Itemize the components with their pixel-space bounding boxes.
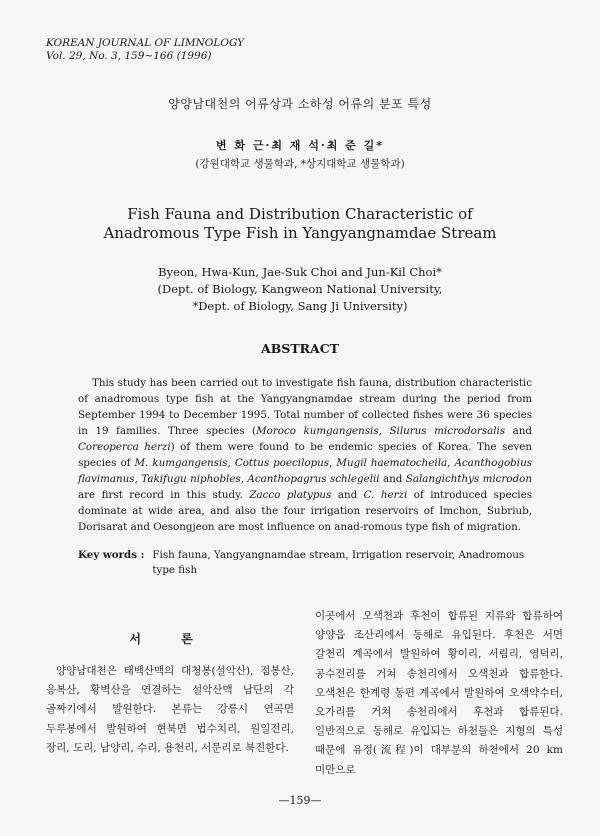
journal-header <box>46 37 244 63</box>
journal-volume: Vol. 29, No. 3, 159~166 (1996) <box>46 50 212 62</box>
korean-title: 양양남대천의 어류상과 소하성 어류의 분포 특성 <box>168 97 432 111</box>
species-name: Zacco platypus <box>249 489 332 501</box>
species-name: Salangichthys microdon <box>405 473 532 485</box>
keywords-label: Key words : <box>78 549 145 561</box>
journal-name: KOREAN JOURNAL OF LIMNOLOGY <box>46 37 245 49</box>
english-authors-block <box>0 264 600 315</box>
species-name: Mugil haematocheila <box>336 457 448 469</box>
keywords-text: Fish fauna, Yangyangnamdae stream, Irrigation reservoir, Anadromous type fish <box>152 549 525 576</box>
page-number: —159— <box>278 794 322 807</box>
korean-affiliation: (강원대학교 생물학과, *상지대학교 생물학과) <box>195 158 405 170</box>
species-name: Silurus microdorsalis <box>389 425 506 437</box>
english-authors: Byeon, Hwa-Kun, Jae-Suk Choi and Jun-Kil Choi* <box>158 265 442 279</box>
english-affiliation-1: (Dept. of Biology, Kangweon National University, <box>157 282 443 296</box>
section-heading-introduction: 서 론 <box>129 632 211 646</box>
korean-authors: 변 화 근·최 재 석·최 준 길* <box>215 139 385 152</box>
english-title-line2: Anadromous Type Fish in Yangyangnamdae Stream <box>103 224 497 242</box>
species-name: Moroco kumgangensis <box>256 425 379 437</box>
body-text-left-column: 양양남대천은 태백산맥의 대청봉(설악산), 점봉산, 응복산, 황벽산을 연결하는 설악산맥 남단의 각 골짜기에서 발원한다. 본류는 강릉시 연곡면 두루봉에서 발원하여 현북면 법수치리, 원일전리, 장리, 도리, 남양리, 수리, 용천리, 서문리로 북진한다. <box>46 665 294 754</box>
english-title <box>0 205 600 243</box>
species-name: Coreoperca herzi <box>78 441 171 453</box>
keywords <box>78 548 532 578</box>
species-name: Takifugu niphobles <box>141 473 241 485</box>
body-text-right-column: 이곳에서 오색천과 후천이 합류된 지류와 합류하여 양양읍 조산리에서 동해로 유입된다. 후천은 서면 갈천리 계곡에서 발원하여 황이리, 서림리, 영덕리, 공수전리를 거쳐 송천리에서 오색천과 합류한다. 오색천은 한계령 동편 계곡에서 발원하여 오색약수터, 오가리를 거쳐 송천리에서 후천과 합류된다. 일반적으로 동해로 유입되는 하천들은 지형의 특성 때문에 유정(流程)이 대부분의 하천에서 20 km 미만으로 <box>315 610 563 776</box>
species-name: Cottus poecilopus <box>234 457 330 469</box>
species-name: C. herzi <box>363 489 408 501</box>
abstract-text: This study has been carried out to investigate fish fauna, distribution characteristic of anadromous type fish at the Yangyangnamdae stream during the period from September 1994 to December 1995. Total number of collected fishes were 36 species in 19 families. Three species (Moroco kumgangensis, Silurus microdorsalis and Coreoperca herzi) of them were found to be endemic species of Korea. The seven species of M. kumgangensis, Cottus poecilopus, Mugil haematocheila, Acanthogobius flavimanus, Takifugu niphobles, Acanthopagrus schlegelii and Salangichthys microdon are first record in this study. Zacco platypus and C. herzi of introduced species dominate at wide area, and also the four irrigation reservoirs of Imchon, Subriub, Dorisarat and Oesongjeon are most influence on anad-romous type fish of migration. <box>78 377 533 533</box>
species-name: Acanthopagrus schlegelii <box>247 473 380 485</box>
species-name: Acanthogobius flavimanus <box>78 457 532 485</box>
english-affiliation-2: *Dept. of Biology, Sang Ji University) <box>192 299 408 313</box>
english-title-line1: Fish Fauna and Distribution Characteristic of <box>127 205 473 223</box>
abstract-heading: ABSTRACT <box>261 341 339 356</box>
species-name: M. kumgangensis <box>134 457 228 469</box>
